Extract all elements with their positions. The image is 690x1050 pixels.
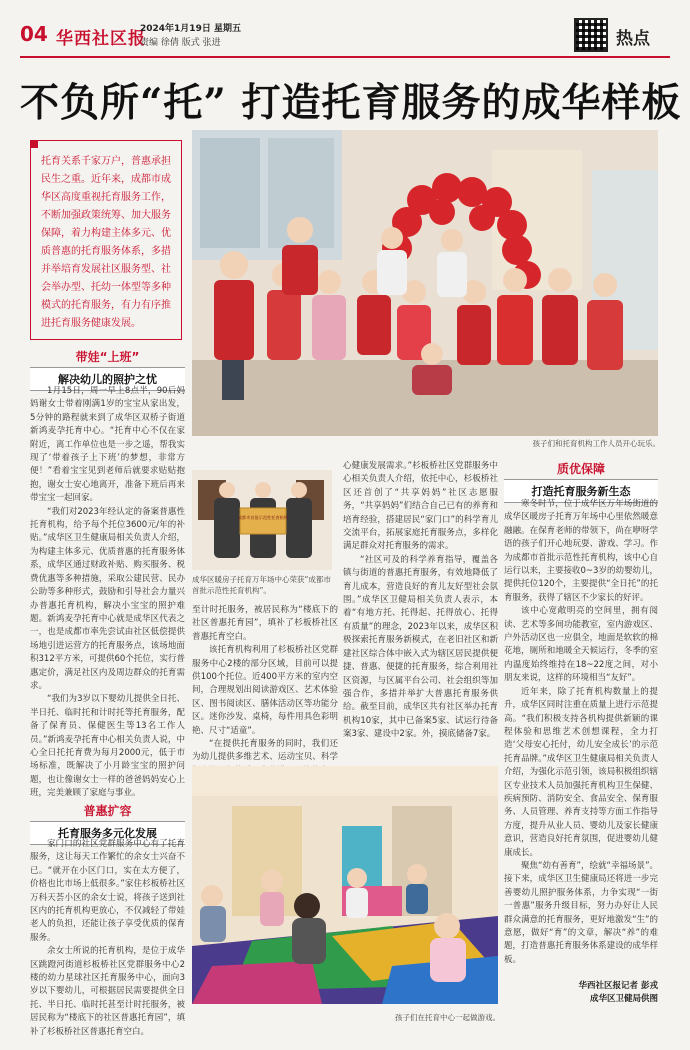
paragraph: 该托育机构利用了杉板桥社区党群服务中心2楼的部分区域，目前可以提供100个托位。近400平方米的室内空间，合理规划出阅读游戏区、艺术体验区、图书阅读区、膳体活动区等功能分区。迷你沙发、桌椅，每件用具色彩明艳、尺寸“适童”。 bbox=[192, 645, 338, 736]
continued-text: 心健康发展需求。”杉板桥社区党群服务中心相关负责人介绍，依托中心，杉板桥社区还首创了“共享妈妈”社区志愿服务，“共享妈妈”们结合自己已有的养育和培育经验，搭建居民“家门口”的科学育儿交流平台，拓展家庭托育服务点，多样化满足群众对托育服务的需求。 bbox=[343, 461, 498, 552]
header-meta bbox=[140, 22, 241, 50]
paragraph: 1月15日，周一早上8点半，90后妈妈谢女士带着刚满1岁的宝宝从家出发，5分钟的路程就来到了成华区双桥子街道新鸿麦孕托育中心。“托育中心不仅在家附近，离工作单位也是一步之遥，帮我实现了‘带着孩子上下班’的梦想，非常方便！”看着宝宝见到老师后就要求贴贴抱抱，谢女士安心地离开，准备下班后再来带宝宝一起回家。 bbox=[30, 386, 185, 504]
section-tag: 热点 bbox=[616, 29, 650, 49]
paragraph: 近年来，除了托育机构数量上的提升，成华区同时注重在质量上进行示范提高。“我们积极支持各机构提供新颖的课程体验和思维艺术创想课程，全力打造‘父母安心托付，幼儿安全成长’的示范托育品牌。”成华区卫生健康局相关负责人介绍，为强化示范引领，该局积极组织辖区专业技术人员加强托育机构卫生保健、疾病预防、消防安全、食品安全、保育服务、人员管理、养育支持等方面工作指导方度，提升从业人员、婴幼儿及家长健康意识，营造良好托育氛围，促进婴幼儿健康成长。 bbox=[504, 686, 658, 858]
paragraph: 聚焦“幼有善育”，绘就“幸福场景”。接下来，成华区卫生健康局还将进一步完善婴幼儿照护服务体系，力争实现“一街一普惠”服务升级目标，努力办好让人民群众满意的托育服务，更好地激发“生”的意愿，做好“育”的文章，解决“养”的难题，打造普惠托育服务体系建设的成华样板。 bbox=[504, 860, 658, 965]
paper-name: 华西社区报 bbox=[56, 29, 146, 49]
subhead-3 bbox=[504, 460, 658, 503]
paragraph: 寒冬时节，位于成华区万年场街道的成华区暖房子托育万年场中心里依然暖意融融。在保育老师的带领下，尚在咿呀学语的孩子们开心地玩耍、游戏、学习。作为成都市首批示范性托育机构，该中心自运行以来，主要接收0~3岁的幼婴幼儿，提供托位120个，主要提供“全日托”的托育服务，获得了辖区不少家长的好评。 bbox=[504, 499, 658, 603]
section-3-body bbox=[504, 498, 658, 968]
lead-box bbox=[30, 140, 182, 340]
reporter-credit: 华西社区报记者 彭戎 bbox=[578, 981, 658, 991]
paragraph: 余女士所说的托育机构，是位于成华区跳蹬河街道杉板桥社区党群服务中心2楼的幼力星球社区托育服务中心，面向3岁以下婴幼儿，可根据居民需要提供全日托、半日托、临时托甚至计时托服务，被居民称为“楼底下的社区普惠托育园”，填补了杉板桥社区普惠托育空白。 bbox=[30, 946, 185, 1037]
subhead-1-kicker: 带娃“上班” bbox=[75, 350, 140, 364]
paragraph: 该中心宽敞明亮的空间里，拥有阅读、艺术等多间功能教室，室内游戏区、户外活动区也一应俱全，地面是软软的棉花地，厕所和地暖全天候运行，冬季的室内温度始终维持在18~22度之间，对小朋友来说，这样的环境相当“友好”。 bbox=[504, 606, 658, 684]
section-2-body-a bbox=[30, 838, 185, 1038]
photo-credit: 成华区卫健局供图 bbox=[589, 994, 658, 1004]
plaque-photo bbox=[192, 470, 332, 570]
plaque-text: 成都市首批示范性托育机构 bbox=[237, 515, 289, 520]
top-photo-illustration bbox=[192, 130, 658, 436]
continued-text: 至计时托服务，被居民称为“楼底下的社区普惠托育园”，填补了杉板桥社区普惠托育空白。 bbox=[192, 605, 338, 642]
top-photo bbox=[192, 130, 658, 436]
subhead-2-kicker: 普惠扩容 bbox=[83, 804, 132, 818]
subhead-2-title: 托育服务多元化发展 bbox=[30, 821, 185, 845]
section-2-body-b bbox=[192, 604, 338, 763]
editors-line: 责编 徐倩 版式 张进 bbox=[140, 38, 221, 48]
subhead-3-title: 打造托育服务新生态 bbox=[504, 479, 658, 503]
section-2-body-c bbox=[343, 460, 498, 760]
subhead-3-kicker: 质优保障 bbox=[556, 462, 605, 476]
top-photo-caption: 孩子们和托育机构工作人员开心玩乐。 bbox=[532, 439, 660, 448]
page-number: 04 bbox=[20, 22, 48, 46]
credits bbox=[520, 980, 658, 1006]
paragraph: “社区可及的科学养育指导，覆盖各镇与街道的普惠托育服务，有效地降低了育儿成本，营造良好的育儿友好型社会氛围。”成华区卫健局相关负责人表示，本着“有地方托、托得起、托得放心、托得有质量”的理念，2023年以来，成华区积极探索托育服务新模式，在老旧社区和新建社区综合体中嵌入式为辖区居民提供便捷、普惠、便捷的托育服务，综合利用社区资源，与区属平台公司、社会组织等加强合作，多措并举扩大普惠托育服务供给。截至目前，成华区共有社区举办托育机构10家，其中已备案5家、试运行待备案3家、建设中2家。外，摸底储备7家。 bbox=[343, 554, 498, 740]
paragraph: 家门口的社区党群服务中心有了托育服务，这让每天工作繁忙的余女士兴奋不已。“就开在小区门口，实在太方便了，价格也比市场上低很多。”家住杉板桥社区万科天荟小区的余女士说，将孩子送到社区内的托育机构更放心，不仅减轻了带娃老人的负担，还能让孩子享受优质的保育服务。 bbox=[30, 839, 185, 943]
qr-code[interactable] bbox=[574, 18, 608, 52]
section-1-body bbox=[30, 385, 185, 800]
headline: 不负所“托” 打造托育服务的成华样板 bbox=[20, 80, 682, 126]
paragraph: “在提供托育服务的同时，我们还为幼儿提供多维艺术、运动宝贝、科学 bbox=[192, 739, 338, 763]
bottom-photo-caption: 孩子们在托育中心一起做游戏。 bbox=[395, 1013, 500, 1022]
paragraph: “我们为3岁以下婴幼儿提供全日托、半日托、临时托和计时托等托育服务，配备了保育员、保健医生等13名工作人员。”新鸿麦孕托育中心相关负责人说，中心全日托托育费为每月2000元，低于市场标准，既解决了小月龄宝宝的照护问题，也让像谢女士一样的爸爸妈妈安心上班，完美兼顾了家庭与事业。 bbox=[30, 694, 185, 799]
paragraph: “我们对2023年经认定的备案普惠性托育机构，给予每个托位3600元/年的补贴。”成华区卫生健康局相关负责人介绍，为构建主体多元、优质普惠的托育服务体系，成华区通过财政补贴、购买服务、税费优惠等多种措施，采取公建民营、民办公助等多种形式，鼓励和引导社会力量兴办普惠托育机构，解决小宝宝的照护难题。新鸿麦孕托育中心就是成华区代表之一，也是成都市率先尝试由社区低偿提供场地引进运营方的托育服务点，该场地面积312平方米，可提供60个托位，实行普惠定价，满足社区内及周边群众的托育需求。 bbox=[30, 506, 185, 691]
issue-date: 2024年1月19日 星期五 bbox=[140, 24, 241, 34]
subhead-1-title: 解决幼儿的照护之忧 bbox=[30, 367, 185, 391]
bottom-photo bbox=[192, 766, 498, 1004]
plaque-caption: 成华区暖房子托育万年场中心荣获“成都市首批示范性托育机构”。 bbox=[192, 575, 331, 595]
lead-text: 托育关系千家万户，普惠承担民生之重。近年来，成都市成华区高度重视托育服务工作，不断加强政策统筹、加大服务保障，着力构建主体多元、优质普惠的托育服务体系，多措并举培育发展社区服务型、社会举办型、托幼一体型等多种模式的托育服务，有力有序推进托育服务健康发展。 bbox=[41, 156, 171, 329]
plaque-photo-illustration bbox=[192, 470, 332, 570]
bottom-photo-illustration bbox=[192, 766, 498, 1004]
header-rule bbox=[20, 56, 670, 58]
